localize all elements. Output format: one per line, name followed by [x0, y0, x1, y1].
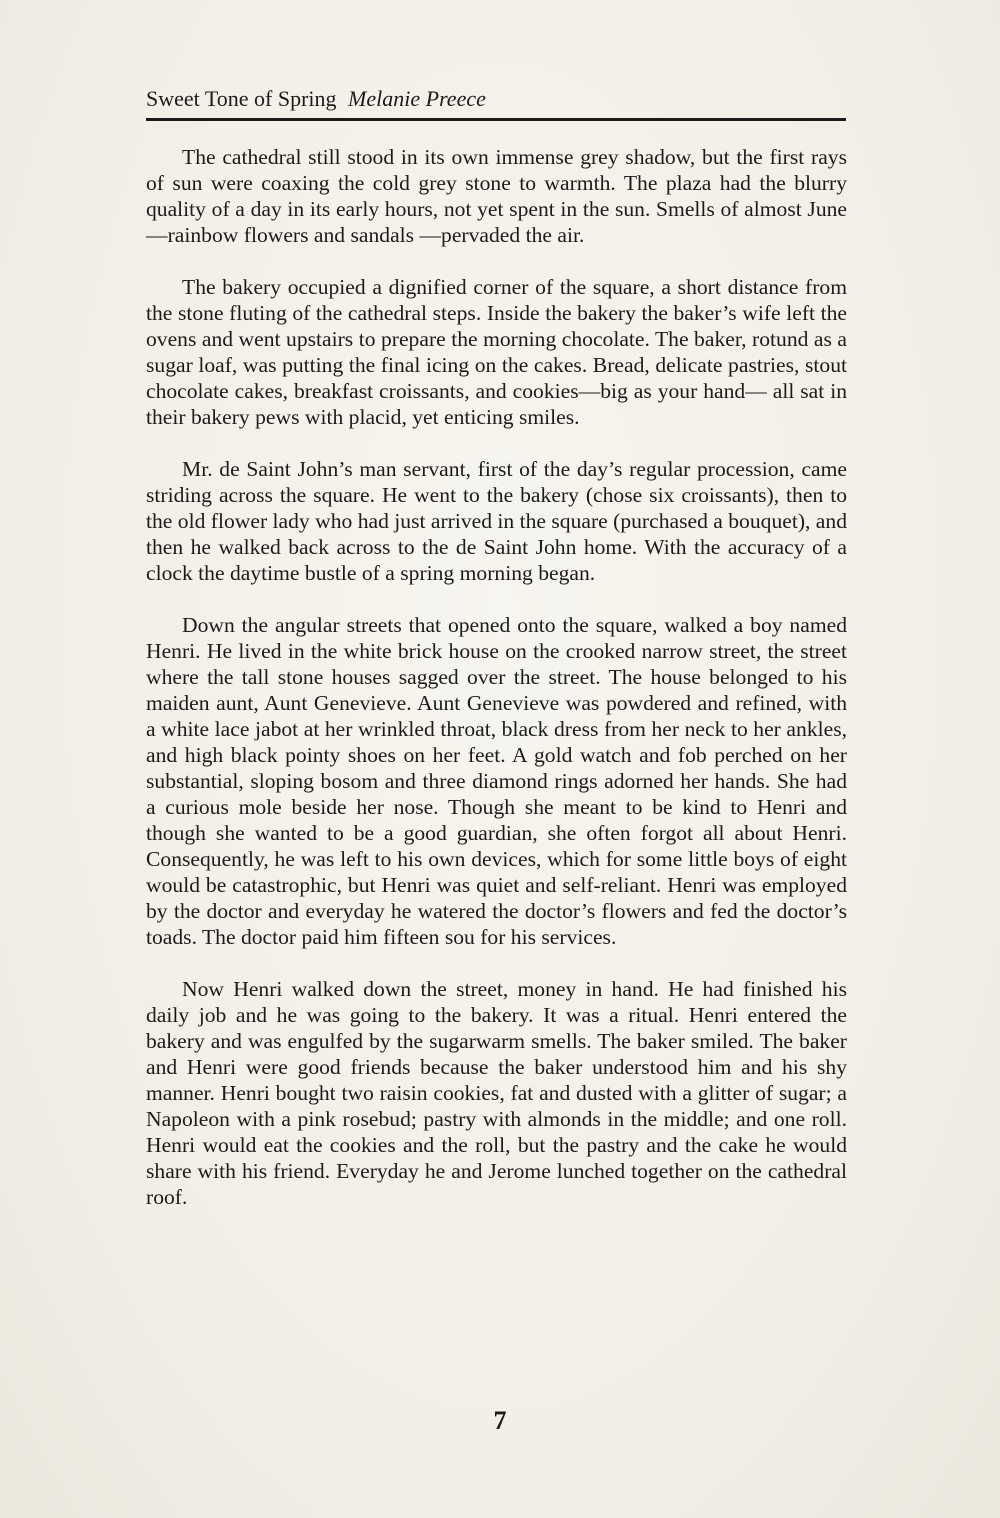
paragraph-1: The cathedral still stood in its own immense grey shadow, but the first rays of sun were coaxing the cold grey stone to warmth. The plaza had the blurry quality of a day in its early hours, not yet spent in the sun. Smells of almost June—rainbow flowers and sandals —pervaded the air. — [146, 145, 847, 247]
page-number: 7 — [493, 1406, 507, 1435]
paragraph-2: The bakery occupied a dignified corner of the square, a short distance from the stone fluting of the cathedral steps. Inside the bakery the baker’s wife left the ovens and went upstairs to prepare the morning chocolate. The baker, rotund as a sugar loaf, was putting the final icing on the cakes. Bread, delicate pastries, stout chocolate cakes, breakfast croissants, and cookies—big as your hand— all sat in their bakery pews with placid, yet enticing smiles. — [146, 275, 847, 429]
body-text — [146, 144, 847, 1210]
book-title: Sweet Tone of Spring — [146, 86, 337, 111]
author-name: Melanie Preece — [348, 86, 486, 111]
paragraph-4: Down the angular streets that opened onto the square, walked a boy named Henri. He lived in the white brick house on the crooked narrow street, the street where the tall stone houses sagged over the street. The house belonged to his maiden aunt, Aunt Genevieve. Aunt Genevieve was powdered and refined, with a white lace jabot at her wrinkled throat, black dress from her neck to her ankles, and high black pointy shoes on her feet. A gold watch and fob perched on her substantial, sloping bosom and three diamond rings adorned her hands. She had a curious mole beside her nose. Though she meant to be kind to Henri and though she wanted to be a good guardian, she often forgot all about Henri. Consequently, he was left to his own devices, which for some little boys of eight would be catastrophic, but Henri was quiet and self-reliant. Henri was employed by the doctor and everyday he watered the doctor’s flowers and fed the doctor’s toads. The doctor paid him fifteen sou for his services. — [146, 613, 847, 949]
paragraph-5: Now Henri walked down the street, money in hand. He had finished his daily job and he was going to the bakery. It was a ritual. Henri entered the bakery and was engulfed by the sugarwarm smells. The baker smiled. The baker and Henri were good friends because the baker understood him and his shy manner. Henri bought two raisin cookies, fat and dusted with a glitter of sugar; a Napoleon with a pink rosebud; pastry with almonds in the middle; and one roll. Henri would eat the cookies and the roll, but the pastry and the cake he would share with his friend. Everyday he and Jerome lunched together on the cathedral roof. — [146, 977, 847, 1209]
paragraph-3: Mr. de Saint John’s man servant, first of the day’s regular procession, came striding across the square. He went to the bakery (chose six croissants), then to the old flower lady who had just arrived in the square (purchased a bouquet), and then he walked back across to the de Saint John home. With the accuracy of a clock the daytime bustle of a spring morning began. — [146, 457, 847, 585]
running-header — [146, 84, 846, 121]
